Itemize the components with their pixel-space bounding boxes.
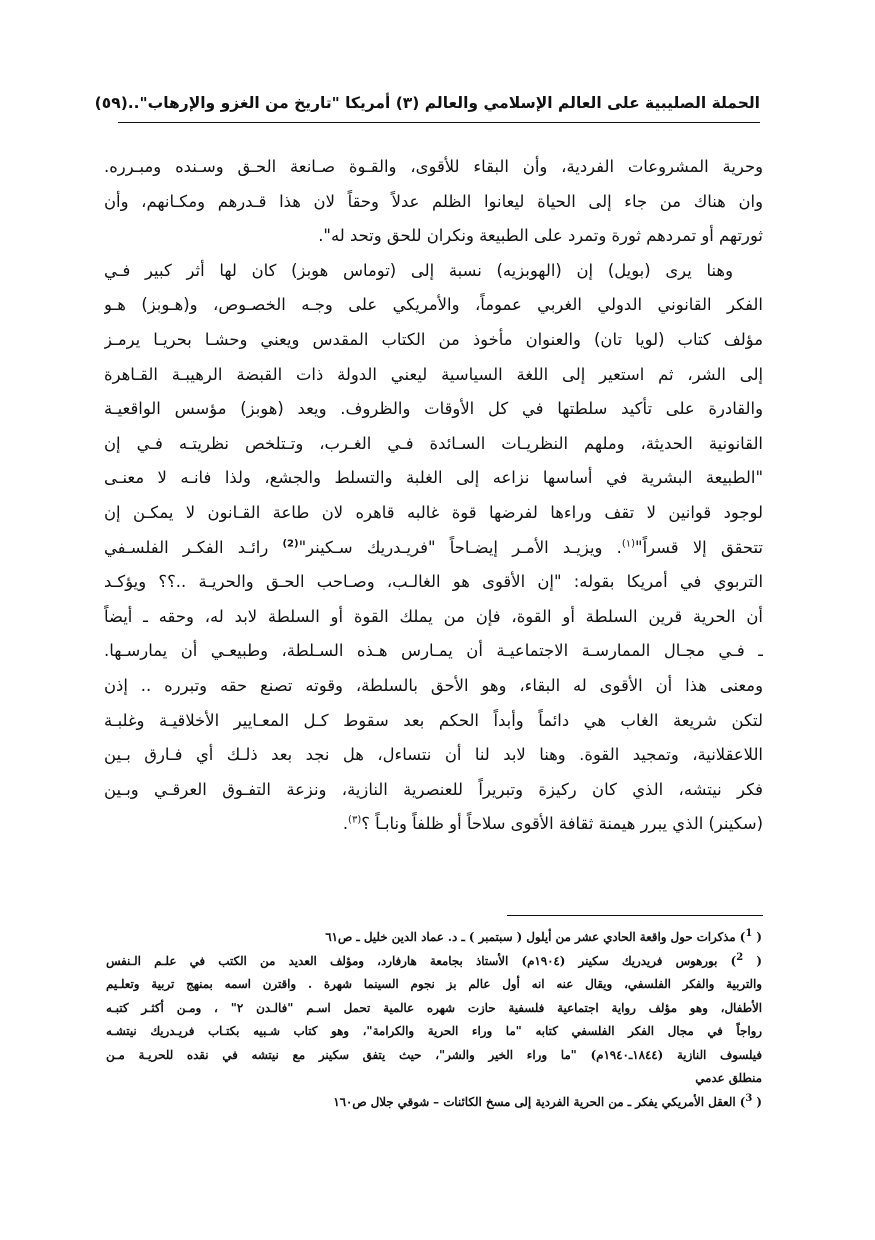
page-number: (٥٩)	[94, 94, 128, 112]
footnote-2-line: منطلق عدمي	[695, 1071, 762, 1085]
text-line: الفكر القانوني الدولي الغربي عموماً، والأمريكي على وجـه الخصـوص، و(هـوبز) هـو	[104, 295, 763, 315]
text-segment: .	[342, 814, 349, 834]
text-segment: (سكينر) الذي يبرر هيمنة ثقافة الأقوى سلاحاً أو ظلفاً ونابـاً ؟	[361, 814, 763, 834]
footnote-ref-2[interactable]: (2)	[282, 538, 299, 550]
text-line: لوجود قوانين لا تقف وراءها لفرضها قوة غالبه قاهره لان طاعة القـانون لا يمكـن إن	[104, 502, 763, 522]
footnote-2-line: فيلسوف النازية (١٨٤٤ـ١٩٤٠م) "ما وراء الخير والشر"، حيث يتفق سكينر مع نيتشه في نقده للحريـة مـن	[106, 1047, 762, 1062]
footnote-1: ( $^1$) مذكرات حول واقعة الحادي عشر من أيلول ( سبتمبر ) ـ د. عماد الدين خليل ـ ص٦١	[325, 928, 762, 944]
footnote-number: 1	[745, 928, 753, 940]
text-line: إلى الشر، ثم استعير إلى اللغة السياسية ليعني الدولة ذات القبضة الرهيبـة القـاهرة	[104, 364, 763, 384]
footnote-separator	[507, 915, 763, 916]
footnote-text: العقل الأمريكي يفكر ـ من الحرية الفردية إلى مسخ الكائنات – شوقي جلال ص١٦٠	[333, 1094, 736, 1109]
body-paragraphs	[104, 150, 763, 842]
footnote-3: ( $^3$) العقل الأمريكي يفكر ـ من الحرية الفردية إلى مسخ الكائنات – شوقي جلال ص١٦٠	[333, 1092, 762, 1109]
text-line: ثورتهم أو تمردهم ثورة وتمرد على الطبيعة ونكران للحق وتحد له".	[318, 226, 763, 246]
footnote-text: مذكرات حول واقعة الحادي عشر من أيلول ( سبتمبر ) ـ د. عماد الدين خليل ـ ص٦١	[325, 930, 736, 944]
text-line-with-refs	[104, 531, 763, 566]
footnote-number: 3	[745, 1092, 753, 1104]
footnote-number: 2	[736, 951, 744, 963]
text-line: أن الحرية قرين السلطة أو القوة، فإن من يملك القوة أو السلطة لابد له، وحقه ـ أيضاً	[104, 606, 763, 626]
running-title: الحملة الصليبية على العالم الإسلامي والعالم (٣) أمريكا "تاريخ من الغزو والإرهاب"..	[127, 94, 760, 112]
footnote-ref-1[interactable]: (١)	[621, 538, 636, 550]
text-line: فكر نيتشه، الذي كان ركيزة وتبريراً للعنصرية النازية، ونزعة التفـوق العرقـي وبـين	[104, 779, 763, 799]
text-line: وهنا يرى (بويل) إن (الهوبزيه) نسبة إلى (توماس هوبز) كان لها أثر كبير فـي	[104, 260, 733, 280]
footnote-2-line: رواجاً في مجال الفكر الفلسفي كتابه "ما وراء الحرية والكرامة"، وهو كتاب شـبيه بكتـاب فريـدريك نيتشـه	[106, 1024, 762, 1038]
footnote-ref-3[interactable]: (٣)	[348, 814, 362, 826]
text-line-with-ref	[104, 807, 763, 842]
footnote-2: ( $^2$) بورهوس فريدريك سكينر (١٩٠٤م) الأستاذ بجامعة هارفارد، ومؤلف العديد من الكتب في علـم الـنفس	[106, 951, 762, 968]
footnote-2-line: الأطفال، وهو مؤلف رواية اجتماعية فلسفية حازت شهره عالمية تحمل اسـم "فالـدن ٢" ، ومـن أكثـر كتبـه	[106, 1000, 762, 1015]
text-segment: تتحقق إلا قسراً"	[635, 537, 763, 557]
text-line: والقادرة على تأكيد سلطتها في كل الأوقات والظروف. ويعد (هوبز) مؤسس الواقعيـة	[104, 399, 763, 419]
text-line: ومعنى هذا أن الأقوى له البقاء، وهو الأحق بالسلطة، وقوته تصنع حقه وتبرره .. إذن	[104, 675, 763, 695]
text-line: وحرية المشروعات الفردية، وأن البقاء للأقوى، والقـوة صـانعة الحـق وسـنده ومبـرره.	[104, 157, 763, 176]
footnote-text: بورهوس فريدريك سكينر (١٩٠٤م) الأستاذ بجامعة هارفارد، ومؤلف العديد من الكتب في علـم الـنفس	[106, 953, 718, 968]
text-segment: . ويزيـد الأمـر إيضـاحاً "فريـدريك سـكينر"	[298, 537, 622, 557]
text-segment: رائـد الفكـر الفلسـفي	[104, 537, 283, 557]
text-line: مؤلف كتاب (لويا تان) والعنوان مأخوذ من الكتاب المقدس ويعني وحشـا بحريـا يرمـز	[104, 329, 763, 349]
footnotes	[106, 926, 762, 1114]
footnote-2-line: والتربية والفكر الفلسفي، ويقال عنه انه أول عالم بز نجوم السينما شهرة . واقترن اسمه بمنهج تربية وتعلـيم	[106, 977, 762, 991]
text-line: "الطبيعة البشرية في أساسها نزاعه إلى الغلبة والتسلط والجشع، ولذا فانـه لا معنـى	[104, 468, 763, 488]
text-line: ـ فـي مجـال الممارسـة الاجتماعيـة أن يمـارس هـذه السـلطة، وطبيعـي أن يمارسـها.	[104, 641, 763, 661]
text-line: لتكن شريعة الغاب هي دائماً وأبداً الحكم بعد سقوط كـل المعـايير الأخلاقيـة وغلبـة	[104, 710, 763, 730]
text-line: القانونية الحديثة، وملهم النظريـات السـائدة فـي الغـرب، وتـتلخص نظريتـه فـي إن	[104, 433, 763, 453]
text-line: التربوي في أمريكا بقوله: "إن الأقوى هو الغالـب، وصـاحب الحـق والحريـة ..؟؟ ويؤكـد	[104, 572, 763, 592]
text-line: اللاعقلانية، وتمجيد القوة. وهنا لابد لنا أن نتساءل، هل نجد بعد ذلـك أي فـارق بـين	[104, 745, 763, 765]
text-line: وان هناك من جاء إلى الحياة ليعانوا الظلم عدلاً وحقاً لان هذا قـدرهم ومكـانهم، وأن	[104, 191, 763, 211]
page-header	[94, 88, 760, 123]
